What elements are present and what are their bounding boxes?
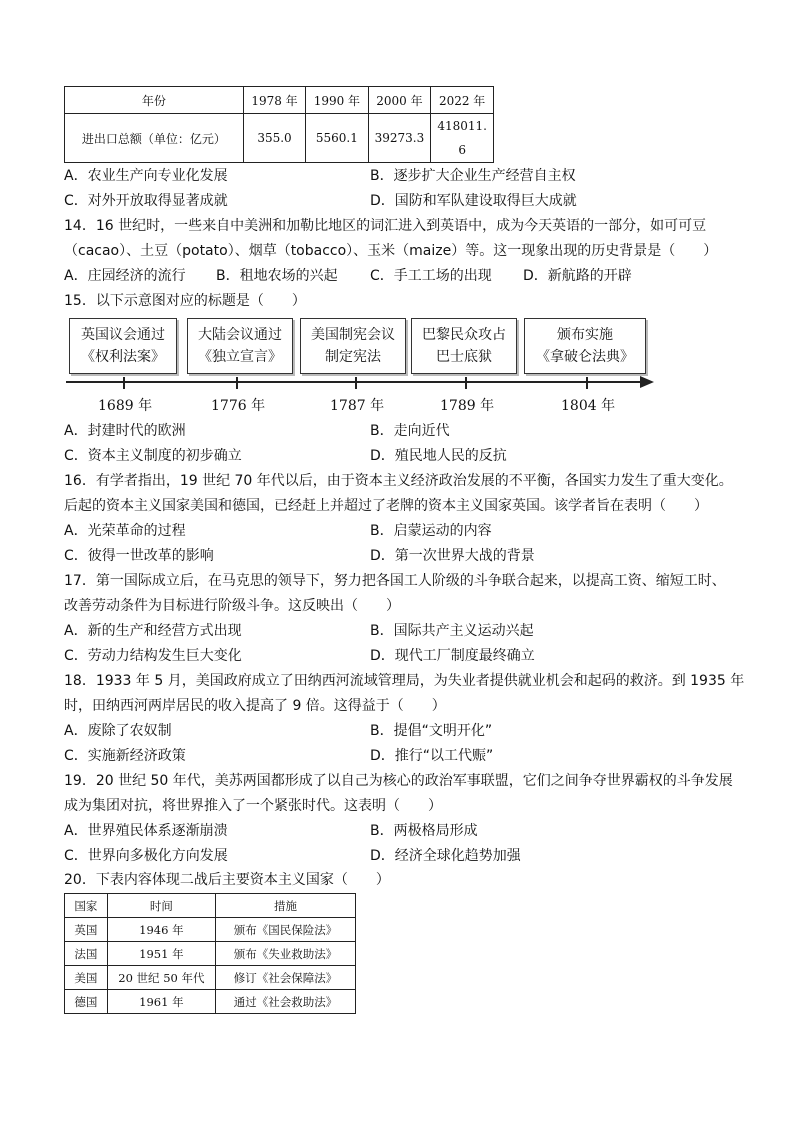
table-cell: 德国 [65, 990, 108, 1014]
timeline-year: 1804 年 [561, 398, 616, 414]
timeline-event-line1: 美国制宪会议 [311, 327, 395, 343]
timeline-tick [465, 377, 467, 389]
table-header-cell: 1978 年 [243, 87, 305, 114]
timeline-event-line1: 巴黎民众攻占 [422, 327, 506, 343]
q15-option-c: C．资本主义制度的初步确立 [64, 448, 242, 464]
table-header-cell: 1990 年 [306, 87, 368, 114]
table-cell: 1951 年 [107, 942, 215, 966]
q15-stem: 15．以下示意图对应的标题是（ ） [64, 293, 306, 309]
q18-stem-line1: 18．1933 年 5 月，美国政府成立了田纳西河流域管理局，为失业者提供就业机会和起码的救济。到 1935 年 [64, 673, 745, 689]
q17-option-c: C．劳动力结构发生巨大变化 [64, 648, 242, 664]
q16-option-a: A．光荣革命的过程 [64, 523, 186, 539]
timeline-event-line2: 巴士底狱 [436, 349, 492, 365]
q18-option-c: C．实施新经济政策 [64, 748, 186, 764]
table-row [65, 942, 356, 966]
timeline-event-box [300, 318, 406, 374]
table-row [65, 990, 356, 1014]
table-cell: 39273.3 [368, 114, 431, 163]
table-header-cell: 年份 [65, 87, 244, 114]
table-cell: 颁布《失业救助法》 [216, 942, 356, 966]
q16-option-d: D．第一次世界大战的背景 [370, 548, 535, 564]
timeline-event-box [69, 318, 177, 374]
timeline-event-line1: 大陆会议通过 [198, 327, 282, 343]
q15-option-a: A．封建时代的欧洲 [64, 423, 186, 439]
q16-option-c: C．彼得一世改革的影响 [64, 548, 214, 564]
table-header-cell: 时间 [107, 894, 215, 918]
q19-option-d: D．经济全球化趋势加强 [370, 848, 521, 864]
q16-stem-line1: 16．有学者指出，19 世纪 70 年代以后，由于资本主义经济政治发展的不平衡，各国实力发生了重大变化。 [64, 473, 733, 489]
q14-stem-line2: （cacao）、土豆（potato）、烟草（tobacco）、玉米（maize）等。这一现象出现的历史背景是（ ） [64, 243, 718, 259]
timeline-event-line2: 《独立宣言》 [198, 349, 282, 365]
welfare-table [64, 893, 356, 1014]
table-header-row [65, 894, 356, 918]
q19-option-b: B．两极格局形成 [370, 823, 478, 839]
table-row [65, 114, 494, 163]
timeline-axis-arrow [66, 373, 656, 391]
trade-table [64, 86, 494, 163]
q13-option-b: B．逐步扩大企业生产经营自主权 [370, 168, 576, 184]
timeline-tick [586, 377, 588, 389]
q19-option-a: A．世界殖民体系逐渐崩溃 [64, 823, 228, 839]
q19-option-c: C．世界向多极化方向发展 [64, 848, 228, 864]
table-cell: 修订《社会保障法》 [216, 966, 356, 990]
timeline-event-box [524, 318, 646, 374]
q16-stem-line2: 后起的资本主义国家美国和德国，已经赶上并超过了老牌的资本主义国家英国。该学者旨在表明（ ） [64, 498, 708, 514]
timeline-year: 1789 年 [440, 398, 495, 414]
q17-option-d: D．现代工厂制度最终确立 [370, 648, 535, 664]
table-row [65, 918, 356, 942]
q18-option-a: A．废除了农奴制 [64, 723, 172, 739]
table-header-cell: 措施 [216, 894, 356, 918]
table-cell-line: 6 [458, 143, 466, 157]
q18-stem-line2: 时，田纳西河两岸居民的收入提高了 9 倍。这得益于（ ） [64, 698, 446, 714]
q17-option-b: B．国际共产主义运动兴起 [370, 623, 534, 639]
timeline-year: 1689 年 [98, 398, 153, 414]
table-cell: 英国 [65, 918, 108, 942]
q13-option-d: D．国防和军队建设取得巨大成就 [370, 193, 577, 209]
timeline-event-box [411, 318, 517, 374]
q14-option-b: B．租地农场的兴起 [216, 268, 338, 284]
q17-stem-line1: 17．第一国际成立后，在马克思的领导下，努力把各国工人阶级的斗争联合起来，以提高工资、缩短工时、 [64, 573, 726, 589]
q20-stem: 20．下表内容体现二战后主要资本主义国家（ ） [64, 872, 390, 888]
timeline-event-box [187, 318, 293, 374]
timeline-event-line1: 英国议会通过 [81, 327, 165, 343]
table-cell: 颁布《国民保险法》 [216, 918, 356, 942]
timeline-event-line2: 《拿破仑法典》 [536, 349, 634, 365]
q14-stem-line1: 14．16 世纪时，一些来自中美洲和加勒比地区的词汇进入到英语中，成为今天英语的一部分，如可可豆 [64, 218, 707, 234]
q19-stem-line1: 19．20 世纪 50 年代，美苏两国都形成了以自己为核心的政治军事联盟，它们之间争夺世界霸权的斗争发展 [64, 773, 733, 789]
table-header-cell: 2022 年 [431, 87, 494, 114]
table-row-label: 进出口总额（单位：亿元） [65, 114, 244, 163]
table-row [65, 966, 356, 990]
table-cell: 美国 [65, 966, 108, 990]
table-header-row [65, 87, 494, 114]
timeline-event-line1: 颁布实施 [557, 327, 613, 343]
q13-option-a: A．农业生产向专业化发展 [64, 168, 228, 184]
timeline-year: 1776 年 [211, 398, 266, 414]
timeline-tick [355, 377, 357, 389]
table-cell: 5560.1 [306, 114, 368, 163]
timeline-tick [236, 377, 238, 389]
timeline-year: 1787 年 [330, 398, 385, 414]
timeline-event-line2: 《权利法案》 [81, 349, 165, 365]
q17-option-a: A．新的生产和经营方式出现 [64, 623, 242, 639]
q15-option-b: B．走向近代 [370, 423, 450, 439]
table-cell: 20 世纪 50 年代 [107, 966, 215, 990]
table-cell: 法国 [65, 942, 108, 966]
table-cell: 通过《社会救助法》 [216, 990, 356, 1014]
q18-option-b: B．提倡“文明开化” [370, 723, 493, 739]
table-cell [431, 114, 494, 163]
q15-option-d: D．殖民地人民的反抗 [370, 448, 507, 464]
q14-option-d: D．新航路的开辟 [523, 268, 632, 284]
q17-stem-line2: 改善劳动条件为目标进行阶级斗争。这反映出（ ） [64, 598, 400, 614]
table-header-cell: 国家 [65, 894, 108, 918]
table-cell-line: 418011. [437, 119, 487, 133]
table-cell: 1946 年 [107, 918, 215, 942]
q18-option-d: D．推行“以工代赈” [370, 748, 494, 764]
q19-stem-line2: 成为集团对抗，将世界推入了一个紧张时代。这表明（ ） [64, 798, 442, 814]
q13-option-c: C．对外开放取得显著成就 [64, 193, 228, 209]
table-cell: 355.0 [243, 114, 305, 163]
q14-option-c: C．手工工场的出现 [370, 268, 492, 284]
q14-option-a: A．庄园经济的流行 [64, 268, 186, 284]
timeline-event-line2: 制定宪法 [325, 349, 381, 365]
table-cell: 1961 年 [107, 990, 215, 1014]
q16-option-b: B．启蒙运动的内容 [370, 523, 492, 539]
timeline-tick [123, 377, 125, 389]
table-header-cell: 2000 年 [368, 87, 431, 114]
